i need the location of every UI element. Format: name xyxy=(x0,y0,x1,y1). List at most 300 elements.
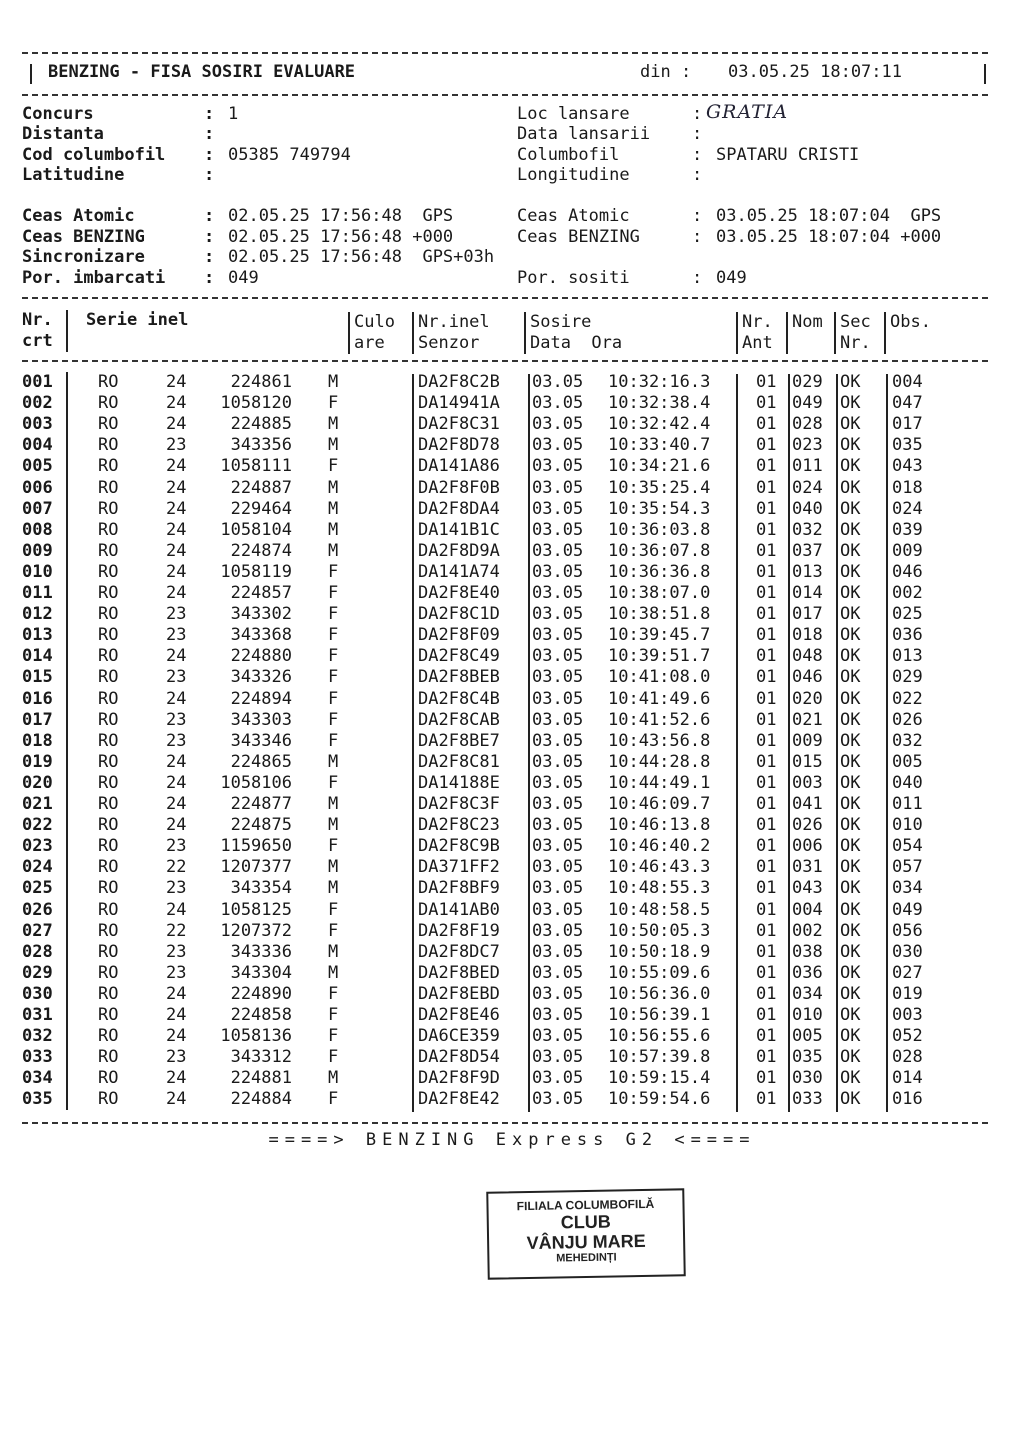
row-nom: 011 xyxy=(792,456,823,477)
row-sec: OK xyxy=(840,836,861,857)
row-time: 10:50:18.9 xyxy=(608,941,711,962)
row-sex: F xyxy=(328,604,339,625)
colon: : xyxy=(204,247,215,267)
row-year: 24 xyxy=(166,540,187,561)
row-nr: 032 xyxy=(22,1026,53,1047)
row-ring: 224884 xyxy=(230,1089,292,1110)
row-nom: 031 xyxy=(792,857,823,878)
row-time: 10:46:40.2 xyxy=(608,836,711,857)
colon: : xyxy=(204,145,215,165)
row-nom: 023 xyxy=(792,435,823,456)
row-sensor: DA2F8C31 xyxy=(418,414,500,435)
row-year: 24 xyxy=(166,772,187,793)
row-year: 24 xyxy=(166,414,187,435)
row-nom: 028 xyxy=(792,414,823,435)
row-country: RO xyxy=(98,751,119,772)
table-row xyxy=(0,583,1024,604)
row-time: 10:39:51.7 xyxy=(608,646,711,667)
row-ring: 1058120 xyxy=(220,393,292,414)
por-imbarcati-label: Por. imbarcati xyxy=(22,268,166,288)
row-date: 03.05 xyxy=(532,920,584,941)
row-ring: 224881 xyxy=(230,1068,292,1089)
row-obs: 043 xyxy=(892,456,923,477)
row-time: 10:32:38.4 xyxy=(608,393,711,414)
row-obs: 010 xyxy=(892,815,923,836)
row-sensor: DA14188E xyxy=(418,772,500,793)
report-title: BENZING - FISA SOSIRI EVALUARE xyxy=(48,62,356,82)
row-country: RO xyxy=(98,941,119,962)
row-nom: 034 xyxy=(792,983,823,1004)
row-year: 24 xyxy=(166,1089,187,1110)
row-time: 10:32:42.4 xyxy=(608,414,711,435)
row-year: 24 xyxy=(166,983,187,1004)
row-sensor: DA2F8F0B xyxy=(418,477,500,498)
row-nr: 011 xyxy=(22,583,53,603)
row-obs: 046 xyxy=(892,561,923,582)
row-country: RO xyxy=(98,1005,119,1025)
row-time: 10:50:05.3 xyxy=(608,920,711,941)
stamp-line: FILIALA COLUMBOFILĂ xyxy=(516,1196,655,1214)
row-time: 10:44:28.8 xyxy=(608,751,711,772)
row-year: 24 xyxy=(166,477,187,498)
row-time: 10:36:36.8 xyxy=(608,561,711,582)
row-nr: 023 xyxy=(22,836,53,857)
por-imbarcati-value: 049 xyxy=(228,268,259,288)
row-sec: OK xyxy=(840,983,861,1004)
row-time: 10:39:45.7 xyxy=(608,625,711,646)
row-obs: 014 xyxy=(892,1068,923,1089)
row-country: RO xyxy=(98,1047,119,1068)
row-ant: 01 xyxy=(756,1026,777,1047)
row-country: RO xyxy=(98,899,119,920)
row-sex: F xyxy=(328,688,339,709)
row-nom: 030 xyxy=(792,1068,823,1089)
col-sec: Sec xyxy=(840,312,871,332)
row-sensor: DA2F8BF9 xyxy=(418,878,500,899)
row-sensor: DA2F8EBD xyxy=(418,983,500,1004)
row-sensor: DA14941A xyxy=(418,393,500,414)
distanta-label: Distanta xyxy=(22,124,104,144)
divider xyxy=(886,374,888,1112)
row-ant: 01 xyxy=(756,751,777,772)
row-obs: 013 xyxy=(892,646,923,667)
row-date: 03.05 xyxy=(532,1047,584,1068)
row-ant: 01 xyxy=(756,667,777,688)
row-obs: 022 xyxy=(892,688,923,709)
row-time: 10:34:21.6 xyxy=(608,456,711,477)
row-obs: 032 xyxy=(892,730,923,751)
col-culoare-2: are xyxy=(354,333,385,353)
row-ring: 1058106 xyxy=(220,772,292,793)
row-ring: 1058111 xyxy=(220,456,292,477)
row-nom: 043 xyxy=(792,878,823,899)
table-row xyxy=(0,900,1024,921)
row-obs: 056 xyxy=(892,920,923,941)
row-date: 03.05 xyxy=(532,836,584,857)
divider xyxy=(788,374,790,1112)
col-ant: Ant xyxy=(742,333,773,353)
row-date: 03.05 xyxy=(532,456,584,477)
colon: : xyxy=(204,124,215,144)
stamp-line: CLUB xyxy=(560,1211,611,1233)
row-ant: 01 xyxy=(756,857,777,878)
row-sec: OK xyxy=(840,709,861,730)
row-sensor: DA2F8DA4 xyxy=(418,498,500,519)
row-sec: OK xyxy=(840,772,861,793)
row-date: 03.05 xyxy=(532,583,584,603)
row-sensor: DA2F8F19 xyxy=(418,920,500,941)
row-obs: 019 xyxy=(892,983,923,1004)
row-ant: 01 xyxy=(756,983,777,1004)
row-nr: 018 xyxy=(22,730,53,751)
row-sec: OK xyxy=(840,372,861,392)
row-ring: 343336 xyxy=(230,941,292,962)
row-year: 24 xyxy=(166,899,187,920)
row-sec: OK xyxy=(840,456,861,477)
divider xyxy=(834,312,836,354)
row-time: 10:44:49.1 xyxy=(608,772,711,793)
divider xyxy=(736,374,738,1112)
table-row xyxy=(0,541,1024,562)
row-date: 03.05 xyxy=(532,540,584,561)
row-nr: 034 xyxy=(22,1068,53,1089)
columbofil-label: Columbofil xyxy=(517,145,620,165)
row-nr: 003 xyxy=(22,414,53,435)
row-ring: 343303 xyxy=(230,709,292,730)
row-year: 23 xyxy=(166,941,187,962)
table-row xyxy=(0,646,1024,667)
loc-lansare-value: GRATIA xyxy=(706,101,789,123)
row-nom: 009 xyxy=(792,730,823,751)
divider xyxy=(22,297,988,299)
row-time: 10:48:55.3 xyxy=(608,878,711,899)
row-date: 03.05 xyxy=(532,709,584,730)
row-ring: 224890 xyxy=(230,983,292,1004)
row-sensor: DA2F8F9D xyxy=(418,1068,500,1089)
row-sec: OK xyxy=(840,794,861,814)
row-time: 10:55:09.6 xyxy=(608,962,711,983)
table-row xyxy=(0,520,1024,541)
row-year: 24 xyxy=(166,519,187,540)
row-sex: M xyxy=(328,414,339,435)
row-ant: 01 xyxy=(756,646,777,667)
row-year: 24 xyxy=(166,646,187,667)
row-sec: OK xyxy=(840,899,861,920)
row-sex: F xyxy=(328,667,339,688)
colon: : xyxy=(692,206,703,226)
row-obs: 036 xyxy=(892,625,923,646)
row-nom: 020 xyxy=(792,688,823,709)
row-sec: OK xyxy=(840,625,861,646)
row-year: 23 xyxy=(166,604,187,625)
stamp-line: MEHEDINȚI xyxy=(556,1251,617,1265)
row-date: 03.05 xyxy=(532,1068,584,1089)
row-nr: 009 xyxy=(22,540,53,561)
row-year: 23 xyxy=(166,730,187,751)
row-nom: 002 xyxy=(792,920,823,941)
row-date: 03.05 xyxy=(532,372,584,392)
row-ant: 01 xyxy=(756,941,777,962)
row-nr: 030 xyxy=(22,983,53,1004)
row-ant: 01 xyxy=(756,1005,777,1025)
row-sensor: DA2F8C1D xyxy=(418,604,500,625)
table-row xyxy=(0,878,1024,899)
row-obs: 003 xyxy=(892,1005,923,1025)
divider xyxy=(884,312,886,354)
divider xyxy=(22,1122,988,1124)
row-ant: 01 xyxy=(756,878,777,899)
row-country: RO xyxy=(98,709,119,730)
sincronizare-label: Sincronizare xyxy=(22,247,145,267)
row-sec: OK xyxy=(840,815,861,836)
divider xyxy=(786,312,788,354)
col-data-ora: Data Ora xyxy=(530,333,623,353)
row-ring: 224865 xyxy=(230,751,292,772)
col-sosire: Sosire xyxy=(530,312,592,332)
row-country: RO xyxy=(98,688,119,709)
row-nom: 017 xyxy=(792,604,823,625)
row-time: 10:43:56.8 xyxy=(608,730,711,751)
row-year: 24 xyxy=(166,688,187,709)
colon: : xyxy=(692,165,703,185)
table-row xyxy=(0,456,1024,477)
row-country: RO xyxy=(98,477,119,498)
row-obs: 018 xyxy=(892,477,923,498)
row-ring: 224858 xyxy=(230,1005,292,1025)
row-sex: F xyxy=(328,1089,339,1110)
stamp-line: VÂNJU MARE xyxy=(526,1230,646,1254)
divider xyxy=(836,374,838,1112)
row-nom: 013 xyxy=(792,561,823,582)
row-sec: OK xyxy=(840,540,861,561)
row-ant: 01 xyxy=(756,1047,777,1068)
row-nom: 018 xyxy=(792,625,823,646)
row-country: RO xyxy=(98,857,119,878)
row-nr: 004 xyxy=(22,435,53,456)
row-sec: OK xyxy=(840,730,861,751)
col-obs: Obs. xyxy=(890,312,931,332)
row-obs: 057 xyxy=(892,857,923,878)
row-ring: 1207372 xyxy=(220,920,292,941)
row-nr: 005 xyxy=(22,456,53,477)
row-sex: F xyxy=(328,1026,339,1047)
row-sensor: DA2F8C2B xyxy=(418,372,500,392)
row-nr: 006 xyxy=(22,477,53,498)
ceas-benzing-end: 03.05.25 18:07:04 +000 xyxy=(716,227,942,247)
row-nr: 027 xyxy=(22,920,53,941)
row-year: 24 xyxy=(166,561,187,582)
divider xyxy=(528,374,530,1112)
row-ant: 01 xyxy=(756,519,777,540)
row-nom: 029 xyxy=(792,372,823,392)
table-row xyxy=(0,604,1024,625)
row-nr: 010 xyxy=(22,561,53,582)
row-nom: 032 xyxy=(792,519,823,540)
row-country: RO xyxy=(98,1026,119,1047)
row-ring: 1159650 xyxy=(220,836,292,857)
row-sex: M xyxy=(328,477,339,498)
row-obs: 035 xyxy=(892,435,923,456)
row-date: 03.05 xyxy=(532,625,584,646)
row-sec: OK xyxy=(840,1068,861,1089)
row-date: 03.05 xyxy=(532,667,584,688)
row-sensor: DA2F8BE7 xyxy=(418,730,500,751)
table-row xyxy=(0,984,1024,1005)
row-sex: F xyxy=(328,561,339,582)
table-row xyxy=(0,921,1024,942)
row-country: RO xyxy=(98,519,119,540)
row-sex: F xyxy=(328,393,339,414)
row-sec: OK xyxy=(840,1089,861,1110)
por-sositi-label: Por. sositi xyxy=(517,268,630,288)
row-date: 03.05 xyxy=(532,899,584,920)
row-nr: 012 xyxy=(22,604,53,625)
row-obs: 017 xyxy=(892,414,923,435)
colon: : xyxy=(204,165,215,185)
row-date: 03.05 xyxy=(532,498,584,519)
row-ant: 01 xyxy=(756,604,777,625)
row-year: 23 xyxy=(166,962,187,983)
row-ant: 01 xyxy=(756,688,777,709)
row-ring: 1058125 xyxy=(220,899,292,920)
concurs-value: 1 xyxy=(228,104,239,124)
row-time: 10:41:52.6 xyxy=(608,709,711,730)
row-nom: 004 xyxy=(792,899,823,920)
row-nr: 028 xyxy=(22,941,53,962)
table-row xyxy=(0,794,1024,815)
divider xyxy=(348,312,350,354)
row-sensor: DA2F8F09 xyxy=(418,625,500,646)
row-year: 24 xyxy=(166,498,187,519)
divider xyxy=(22,94,988,96)
row-date: 03.05 xyxy=(532,646,584,667)
row-sensor: DA2F8E46 xyxy=(418,1005,500,1025)
row-nr: 035 xyxy=(22,1089,53,1110)
row-sensor: DA2F8CAB xyxy=(418,709,500,730)
row-ant: 01 xyxy=(756,498,777,519)
club-stamp xyxy=(486,1188,686,1279)
row-ant: 01 xyxy=(756,920,777,941)
row-ring: 343368 xyxy=(230,625,292,646)
row-sex: F xyxy=(328,1005,339,1025)
col-nr: Nr. xyxy=(22,310,53,330)
row-date: 03.05 xyxy=(532,414,584,435)
row-sec: OK xyxy=(840,667,861,688)
row-sec: OK xyxy=(840,583,861,603)
row-sex: M xyxy=(328,519,339,540)
row-nom: 010 xyxy=(792,1005,823,1025)
row-date: 03.05 xyxy=(532,962,584,983)
table-row xyxy=(0,710,1024,731)
row-ant: 01 xyxy=(756,730,777,751)
col-culoare-1: Culo xyxy=(354,312,395,332)
row-country: RO xyxy=(98,456,119,477)
row-ant: 01 xyxy=(756,836,777,857)
row-sec: OK xyxy=(840,561,861,582)
col-nom: Nom xyxy=(792,312,823,332)
ceas-benzing-end-label: Ceas BENZING xyxy=(517,227,640,247)
row-time: 10:56:36.0 xyxy=(608,983,711,1004)
row-time: 10:56:39.1 xyxy=(608,1005,711,1025)
row-nom: 041 xyxy=(792,794,823,814)
row-ring: 343302 xyxy=(230,604,292,625)
loc-lansare-label: Loc lansare xyxy=(517,104,630,124)
divider xyxy=(22,52,988,54)
row-sensor: DA2F8E40 xyxy=(418,583,500,603)
row-ring: 224857 xyxy=(230,583,292,603)
row-ant: 01 xyxy=(756,456,777,477)
row-obs: 016 xyxy=(892,1089,923,1110)
row-ant: 01 xyxy=(756,477,777,498)
row-nom: 040 xyxy=(792,498,823,519)
row-ant: 01 xyxy=(756,414,777,435)
row-date: 03.05 xyxy=(532,730,584,751)
table-row xyxy=(0,752,1024,773)
row-ant: 01 xyxy=(756,1089,777,1110)
row-sensor: DA2F8DC7 xyxy=(418,941,500,962)
row-time: 10:56:55.6 xyxy=(608,1026,711,1047)
row-sex: M xyxy=(328,794,339,814)
row-ring: 224880 xyxy=(230,646,292,667)
table-row xyxy=(0,1068,1024,1089)
row-nom: 014 xyxy=(792,583,823,603)
row-year: 24 xyxy=(166,583,187,603)
col-serie-inel: Serie inel xyxy=(86,310,189,330)
row-sec: OK xyxy=(840,1005,861,1025)
table-row xyxy=(0,1089,1024,1110)
ceas-atomic-start: 02.05.25 17:56:48 GPS xyxy=(228,206,454,226)
row-time: 10:59:15.4 xyxy=(608,1068,711,1089)
row-obs: 009 xyxy=(892,540,923,561)
col-sec-nr: Nr. xyxy=(840,333,871,353)
row-country: RO xyxy=(98,414,119,435)
row-sex: F xyxy=(328,772,339,793)
col-crt: crt xyxy=(22,331,53,351)
row-date: 03.05 xyxy=(532,794,584,814)
row-nr: 017 xyxy=(22,709,53,730)
row-time: 10:35:54.3 xyxy=(608,498,711,519)
row-year: 24 xyxy=(166,1005,187,1025)
row-ant: 01 xyxy=(756,540,777,561)
row-sec: OK xyxy=(840,519,861,540)
row-sensor: DA2F8C3F xyxy=(418,794,500,814)
longitudine-label: Longitudine xyxy=(517,165,630,185)
table-row xyxy=(0,667,1024,688)
row-time: 10:48:58.5 xyxy=(608,899,711,920)
table-row xyxy=(0,372,1024,393)
row-ant: 01 xyxy=(756,772,777,793)
row-country: RO xyxy=(98,878,119,899)
row-year: 24 xyxy=(166,372,187,392)
row-time: 10:41:08.0 xyxy=(608,667,711,688)
row-ring: 343354 xyxy=(230,878,292,899)
row-sensor: DA2F8C49 xyxy=(418,646,500,667)
row-sex: M xyxy=(328,751,339,772)
row-nr: 033 xyxy=(22,1047,53,1068)
divider xyxy=(22,360,988,362)
row-country: RO xyxy=(98,1068,119,1089)
row-sensor: DA2F8BED xyxy=(418,962,500,983)
row-country: RO xyxy=(98,561,119,582)
row-date: 03.05 xyxy=(532,1026,584,1047)
row-ring: 1058119 xyxy=(220,561,292,582)
row-date: 03.05 xyxy=(532,1005,584,1025)
row-sensor: DA141AB0 xyxy=(418,899,500,920)
row-sex: F xyxy=(328,709,339,730)
row-sensor: DA141B1C xyxy=(418,519,500,540)
row-sec: OK xyxy=(840,920,861,941)
row-date: 03.05 xyxy=(532,477,584,498)
